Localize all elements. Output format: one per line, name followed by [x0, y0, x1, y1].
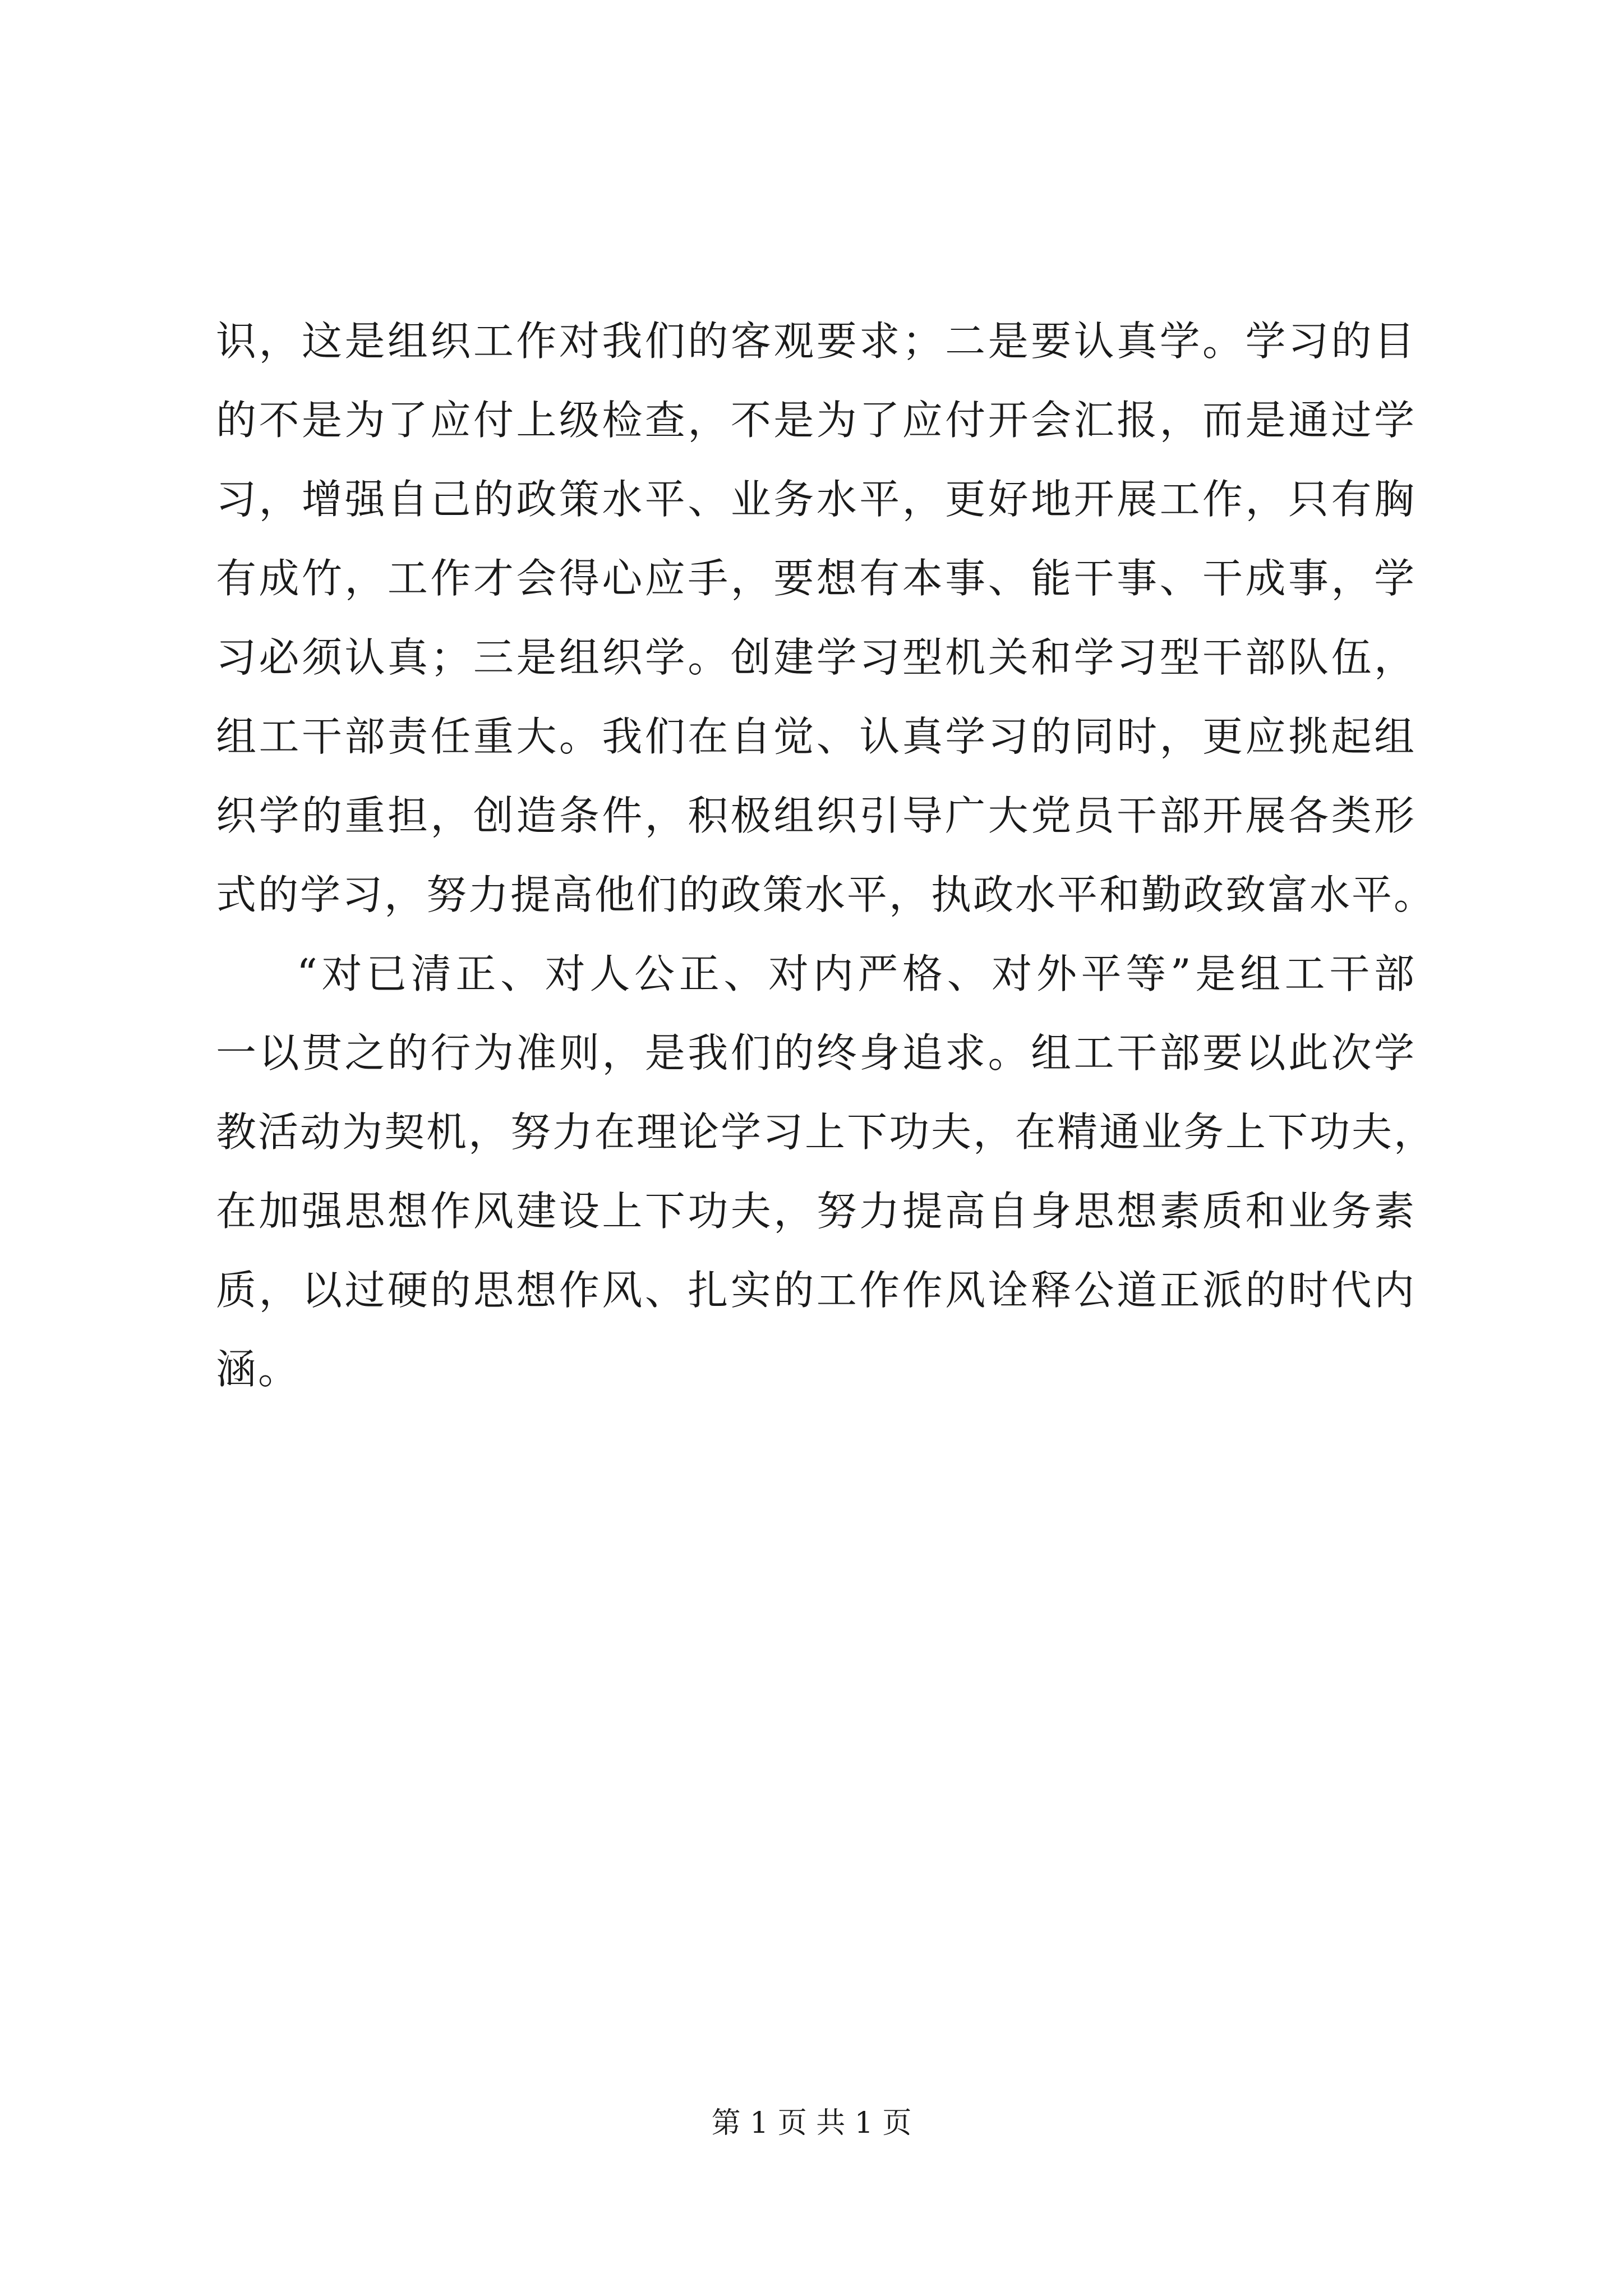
paragraph-line: 有成竹，工作才会得心应手，要想有本事、能干事、干成事，学	[216, 555, 1416, 602]
paragraph-line: 教活动为契机，努力在理论学习上下功夫，在精通业务上下功夫，	[216, 1108, 1436, 1156]
paragraph-line: 在加强思想作风建设上下功夫，努力提高自身思想素质和业务素	[216, 1188, 1416, 1235]
paragraph-line: 的不是为了应付上级检查，不是为了应付开会汇报，而是通过学	[216, 397, 1416, 444]
paragraph-line: 识，这是组织工作对我们的客观要求；二是要认真学。学习的目	[216, 318, 1416, 365]
paragraph-line: 式的学习，努力提高他们的政策水平，执政水平和勤政致富水平。	[216, 871, 1436, 918]
paragraph-line: 习必须认真；三是组织学。创建学习型机关和学习型干部队伍，	[216, 634, 1416, 681]
paragraph-line: 一以贯之的行为准则，是我们的终身追求。组工干部要以此次学	[216, 1029, 1416, 1076]
paragraph-line: 涵。	[216, 1346, 301, 1393]
document-body	[216, 302, 1436, 1409]
paragraph-line: 质，以过硬的思想作风、扎实的工作作风诠释公道正派的时代内	[216, 1267, 1416, 1314]
paragraph-line: 组工干部责任重大。我们在自觉、认真学习的同时，更应挑起组	[216, 713, 1416, 760]
paragraph-2	[216, 935, 1436, 1409]
paragraph-1	[216, 302, 1436, 935]
page-number-footer: 第 1 页 共 1 页	[711, 2106, 912, 2140]
paragraph-line: 习，增强自己的政策水平、业务水平，更好地开展工作，只有胸	[216, 476, 1416, 523]
paragraph-line: 织学的重担，创造条件，积极组织引导广大党员干部开展各类形	[216, 792, 1416, 839]
paragraph-line: “对已清正、对人公正、对内严格、对外平等”是组工干部	[297, 950, 1416, 997]
